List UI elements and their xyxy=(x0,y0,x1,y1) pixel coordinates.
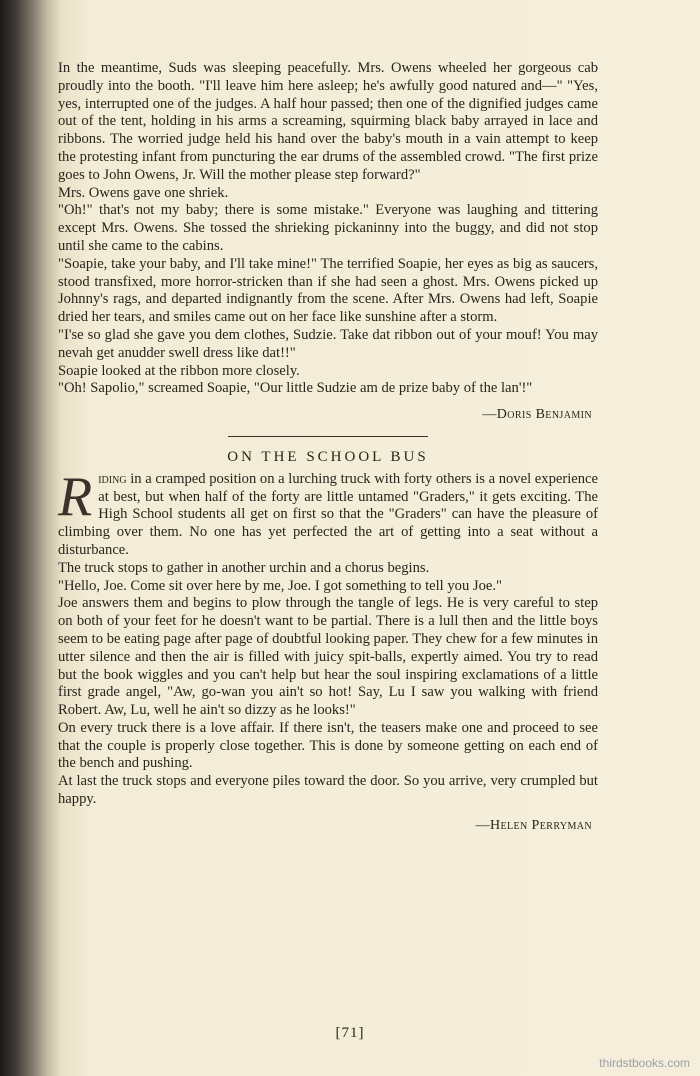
page-text xyxy=(58,60,598,835)
story2-paragraph-3: "Hello, Joe. Come sit over here by me, Joe. I got something to tell you Joe." xyxy=(58,577,502,594)
story2-signature: —Helen Perryman xyxy=(475,817,592,833)
section-divider xyxy=(228,436,428,437)
story1-paragraph-5: "I'se so glad she gave you dem clothes, Sudzie. Take dat ribbon out of your mouf! You may nevah get anudder swell dress like dat!!" xyxy=(58,326,598,361)
story2-title: ON THE SCHOOL BUS xyxy=(227,448,429,465)
story2-paragraph-2: The truck stops to gather in another urchin and a chorus begins. xyxy=(58,559,430,576)
story2-paragraph-5: On every truck there is a love affair. If there isn't, the teasers make one and proceed to see that the couple is properly close together. This is done by someone getting on each end of the bench and pushing. xyxy=(58,719,598,772)
story1-paragraph-2: Mrs. Owens gave one shriek. xyxy=(58,184,229,201)
story1-paragraph-7: "Oh! Sapolio," screamed Soapie, "Our little Sudzie am de prize baby of the lan'!" xyxy=(58,380,533,397)
first-word-smallcaps: iding xyxy=(98,470,127,487)
first-paragraph-rest: in a cramped position on a lurching truck with forty others is a novel experience at best, but when half of the forty are little untamed "Graders," it gets exciting. The High School students all get on first so that the "Graders" can have the pleasure of climbing over them. No one has yet perfected the art of getting into a seat without a disturbance. xyxy=(58,470,598,558)
watermark: thirdstbooks.com xyxy=(599,1056,690,1070)
story1-paragraph-4: "Soapie, take your baby, and I'll take mine!" The terrified Soapie, her eyes as big as saucers, stood transfixed, more horror-stricken than if she had seen a ghost. Mrs. Owens picked up Johnny's rags, and departed indignantly from the scene. After Mrs. Owens had left, Soapie dried her tears, and smiles came out on her face like sunshine after a storm. xyxy=(58,255,598,326)
page-number: [71] xyxy=(335,1025,365,1041)
drop-cap: R xyxy=(58,465,93,528)
story2-first-paragraph xyxy=(58,465,598,560)
story1-paragraph-6: Soapie looked at the ribbon more closely. xyxy=(58,362,300,379)
story1-paragraph-3: "Oh!" that's not my baby; there is some mistake." Everyone was laughing and tittering except Mrs. Owens. She tossed the shrieking pickaninny into the buggy, and did not stop until she came to the cabins. xyxy=(58,202,598,254)
story1-signature: —Doris Benjamin xyxy=(482,407,592,423)
story2-paragraph-4: Joe answers them and begins to plow through the tangle of legs. He is very careful to step on both of your feet for he doesn't want to be partial. There is a lull then and the little boys seem to be eating page after page of doubtful looking paper. They chew for a few minutes in utter silence and then the air is filled with juicy spit-balls, expertly aimed. You try to read but the book wiggles and you can't help but hear the soul inspiring exclamations of a little first grade angel, "Aw, go-wan you ain't so hot! Say, Lu I saw you walking with friend Robert. Aw, Lu, well he ain't so dizzy as he looks!" xyxy=(58,595,598,719)
story1-paragraph-1: In the meantime, Suds was sleeping peacefully. Mrs. Owens wheeled her gorgeous cab proudly into the booth. "I'll leave him here asleep; he's awfully good natured and—" "Yes, yes, interrupted one of the judges. A half hour passed; then one of the dignified judges came out of the tent, holding in his arms a screaming, squirming black baby arrayed in lace and ribbons. The worried judge held his hand over the baby's mouth in a vain attempt to keep the protesting infant from puncturing the ear drums of the assembled crowd. "The first prize goes to John Owens, Jr. Will the mother please step forward?" xyxy=(58,60,598,183)
story2-paragraph-6: At last the truck stops and everyone piles toward the door. So you arrive, very crumpled but happy. xyxy=(58,773,598,808)
